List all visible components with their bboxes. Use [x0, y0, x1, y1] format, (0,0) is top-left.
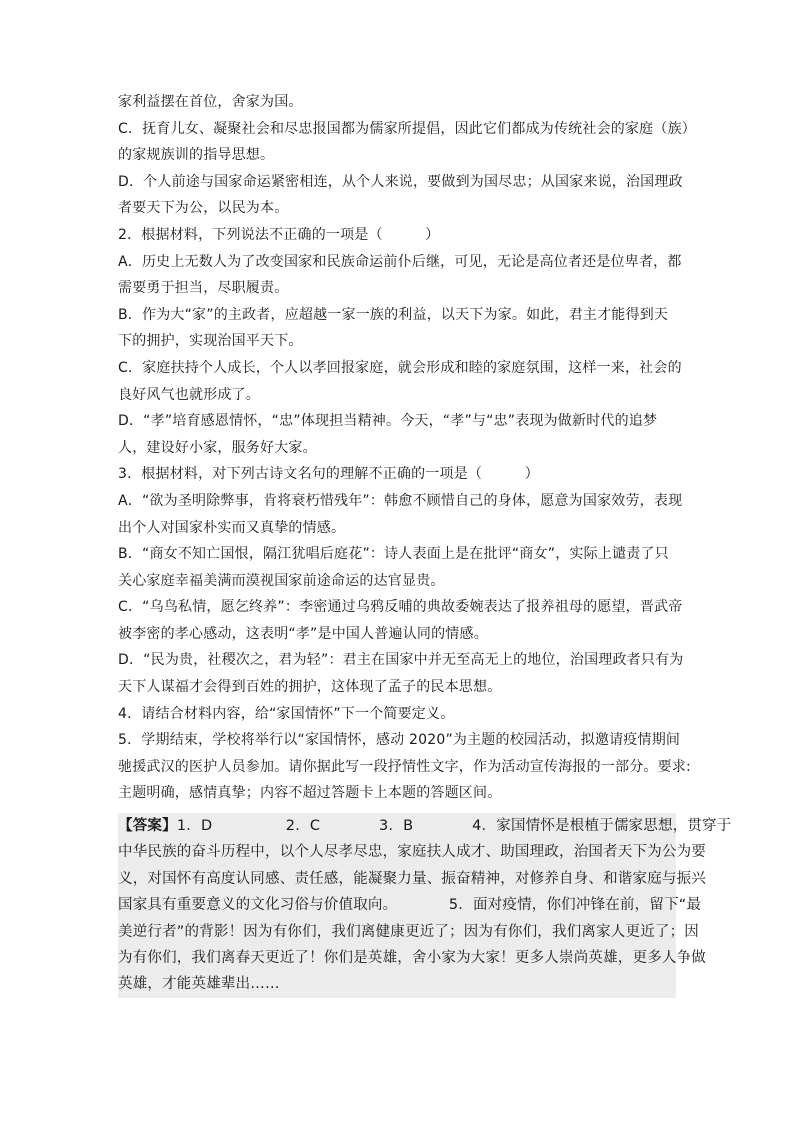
text-line: 的家规族训的指导思想。	[118, 147, 275, 164]
text-line: A．历史上无数人为了改变国家和民族命运前仆后继，可见，无论是高位者还是位卑者，都	[118, 253, 682, 270]
text-line: B．作为大“家”的主政者，应超越一家一族的利益，以天下为家。如此，君主才能得到天	[118, 306, 669, 323]
text-line: 下的拥护，实现治国平天下。	[118, 333, 303, 350]
text-line: 天下人谋福才会得到百姓的拥护，这体现了孟子的民本思想。	[118, 679, 502, 696]
text-line: D．“孝”培育感恩情怀，“忠”体现担当精神。今天，“孝”与“忠”表现为做新时代的追梦	[118, 413, 658, 430]
text-line: 人，建设好小家，服务好大家。	[118, 439, 317, 456]
text-line: 关心家庭幸福美满而漠视国家前途命运的达官显贵。	[118, 572, 445, 589]
answer-section	[118, 813, 732, 998]
text-line: 被李密的孝心感动，这表明“孝”是中国人普遍认同的情感。	[118, 625, 488, 642]
question-4-stem: 4．请结合材料内容，给“家国情怀”下一个简要定义。	[118, 705, 455, 722]
answer-line: 国家具有重要意义的文化习俗与价值取向。 5．面对疫情，你们冲锋在前，留下“最	[118, 897, 702, 914]
question-3-stem: 3．根据材料，对下列古诗文名句的理解不正确的一项是（ ）	[118, 466, 539, 483]
text-line: C．“乌鸟私情，愿乞终养”：李密通过乌鸦反哺的典故委婉表达了报养祖母的愿望，晋武帝	[118, 599, 683, 616]
text-line: 主题明确，感情真挚；内容不超过答题卡上本题的答题区间。	[118, 785, 502, 802]
answer-first-line	[118, 813, 732, 839]
text-line: 出个人对国家朴实而又真挚的情感。	[118, 519, 346, 536]
text-line: C．抚育儿女、凝聚社会和尽忠报国都为儒家所提倡，因此它们都成为传统社会的家庭（族）	[118, 120, 696, 137]
text-line: A．“欲为圣明除弊事，肯将衰朽惜残年”：韩愈不顾惜自己的身体，愿意为国家效劳，表现	[118, 492, 683, 509]
text-line: 驰援武汉的医护人员参加。请你据此写一段抒情性文字，作为活动宣传海报的一部分。要求:	[118, 758, 691, 775]
question-5-stem: 5．学期结束，学校将举行以“家国情怀，感动 2020”为主题的校园活动，拟邀请疫情期间	[118, 732, 681, 749]
text-line: C．家庭扶持个人成长，个人以孝回报家庭，就会形成和睦的家庭氛围，这样一来，社会的	[118, 359, 682, 376]
answer-text: 1．D 2．C 3．B 4．家国情怀是根植于儒家思想，贯穿于	[176, 818, 732, 835]
answer-line: 英雄，才能英雄辈出……	[118, 976, 280, 993]
text-line: D．个人前途与国家命运紧密相连，从个人来说，要做到为国尽忠；从国家来说，治国理政	[118, 173, 683, 190]
text-line: B．“商女不知亡国恨，隔江犹唱后庭花”：诗人表面上是在批评“商女”，实际上谴责了只	[118, 546, 669, 563]
answer-line: 中华民族的奋斗历程中，以个人尽孝尽忠，家庭扶人成才、助国理政，治国者天下为公为要	[118, 844, 706, 861]
text-line: 者要天下为公，以民为本。	[118, 200, 289, 217]
text-line: 家利益摆在首位，舍家为国。	[118, 94, 303, 110]
text-line: 良好风气也就形成了。	[118, 386, 260, 403]
answer-label: 【答案】	[118, 818, 177, 835]
question-2-stem: 2．根据材料，下列说法不正确的一项是（ ）	[118, 226, 440, 243]
answer-line: 美逆行者”的背影！因为有你们，我们离健康更近了；因为有你们，我们离家人更近了；因	[118, 923, 700, 940]
text-line: D．“民为贵，社稷次之，君为轻”：君主在国家中并无至高无上的地位，治国理政者只有为	[118, 652, 684, 669]
document-body	[118, 89, 732, 998]
text-line: 需要勇于担当，尽职履责。	[118, 280, 289, 297]
answer-line: 义，对国怀有高度认同感、责任感，能凝聚力量、振奋精神，对修养自身、和谐家庭与振兴	[118, 870, 706, 887]
answer-line: 为有你们，我们离春天更近了！你们是英雄，舍小家为大家！更多人崇尚英雄，更多人争做	[118, 950, 706, 967]
